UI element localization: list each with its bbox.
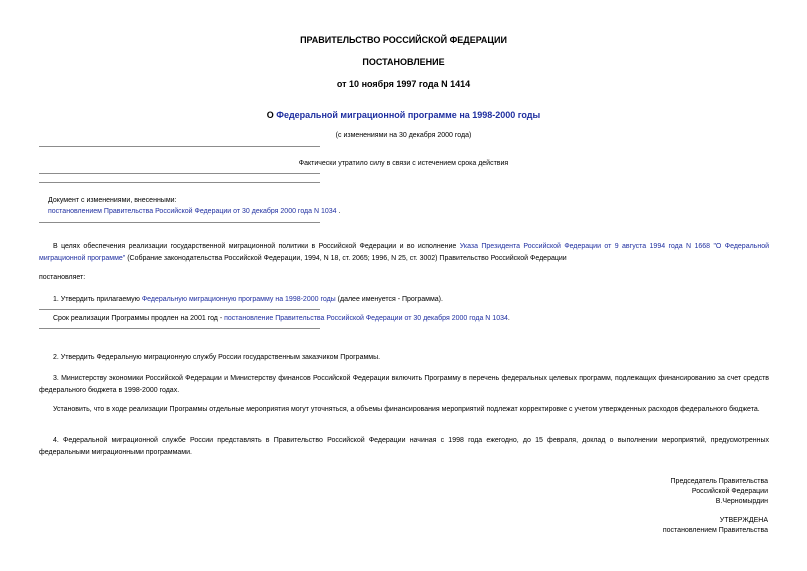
item-1-suffix: (далее именуется - Программа). <box>335 296 443 303</box>
title-prefix: О <box>266 110 277 120</box>
item-2: 2. Утвердить Федеральную миграционную службу России государственным заказчиком Программы. <box>53 354 381 361</box>
amendments-note: (с изменениями на 30 декабря 2000 года) <box>335 132 472 139</box>
extension-suffix: . <box>507 315 510 322</box>
signature-title: Председатель Правительства <box>670 478 768 485</box>
status-note: Фактически утратило силу в связи с истечением срока действия <box>298 160 509 167</box>
government-name: ПРАВИТЕЛЬСТВО РОССИЙСКОЙ ФЕДЕРАЦИИ <box>300 35 507 45</box>
program-title-link[interactable]: Федеральной миграционной программе на 1998-2000 годы <box>276 110 541 120</box>
program-link[interactable]: Федеральную миграционную программу на 1998-2000 годы <box>141 296 336 303</box>
intro-text-1: В целях обеспечения реализации государственной миграционной политики в Российской Федерации и во исполнение <box>53 243 460 250</box>
item-3: 3. Министерству экономики Российской Федерации и Министерству финансов Российской Федерации включить Программу в перечень федеральных целевых программ, подлежащих финансированию за счет средств федерального бюджета в 1998-2000 годах. <box>39 375 769 394</box>
divider <box>39 222 320 223</box>
divider <box>39 173 320 174</box>
decides-line: постановляет: <box>39 274 86 281</box>
item-1 <box>39 294 769 306</box>
changes-box <box>48 195 340 217</box>
signatory-name: В.Черномырдин <box>715 498 768 505</box>
extension-note <box>39 313 769 325</box>
item-4: 4. Федеральной миграционной службе России представлять в Правительство Российской Федерации начиная с 1998 года ежегодно, до 15 февраля, доклад о выполнении мероприятий, предусмотренных федеральными миграционными программами. <box>39 437 769 456</box>
divider <box>39 328 320 329</box>
changes-after: . <box>336 208 341 215</box>
signature-block <box>671 477 768 507</box>
approved-by: постановлением Правительства <box>662 527 768 534</box>
intro-text-2: (Собрание законодательства Российской Федерации, 1994, N 18, ст. 2065; 1996, N 25, ст. 3002) Правительство Российской Федерации <box>125 254 567 262</box>
amendment-link[interactable]: постановлением Правительства Российской Федерации от 30 декабря 2000 года N 1034 <box>48 208 337 215</box>
divider <box>39 146 320 147</box>
changes-label: Документ с изменениями, внесенными: <box>48 197 177 204</box>
document-title <box>0 110 807 120</box>
item-1-prefix: 1. Утвердить прилагаемую <box>53 296 142 303</box>
presidential-decree-link[interactable]: Указа Президента Российской Федерации от 9 августа 1994 года N 1668 "О Федеральной миграционной программе" <box>39 243 769 262</box>
changes-line <box>48 206 340 217</box>
divider <box>39 182 320 183</box>
extension-link[interactable]: постановление Правительства Российской Федерации от 30 декабря 2000 года N 1034 <box>224 315 508 322</box>
divider <box>39 309 320 310</box>
document-type: ПОСТАНОВЛЕНИЕ <box>362 57 445 67</box>
approval-block <box>663 516 768 536</box>
item-3-note: Установить, что в ходе реализации Программы отдельные мероприятия могут уточняться, а объемы финансирования мероприятий подлежат корректировке с учетом утвержденных расходов федерального бюджета. <box>53 406 760 413</box>
document-date-number: от 10 ноября 1997 года N 1414 <box>336 79 471 89</box>
approved-word: УТВЕРЖДЕНА <box>719 517 768 524</box>
intro-paragraph <box>39 241 769 264</box>
signature-country: Российской Федерации <box>691 488 768 495</box>
extension-prefix: Срок реализации Программы продлен на 2001 год - <box>53 315 225 322</box>
